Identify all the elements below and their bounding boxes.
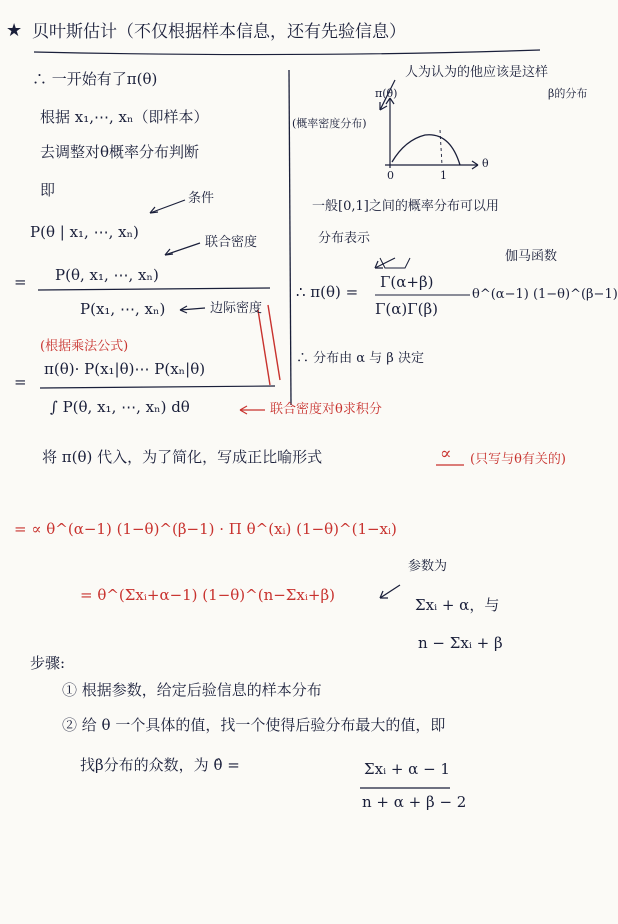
steps-label: 步骤: — [30, 654, 66, 672]
beta-pdf-lhs: ∴ π(θ) = — [296, 283, 359, 301]
joint-density-label: 联合密度 — [205, 235, 258, 250]
step2-equals: = — [14, 373, 27, 391]
general-distribution-note: 一般[0,1]之间的概率分布可以用 — [312, 199, 499, 214]
parameter-determination-note: ∴ 分布由 α 与 β 决定 — [296, 351, 424, 366]
step2-denominator: ∫ P(θ, x₁, ⋯, xₙ) dθ — [50, 398, 190, 416]
mode-numerator: Σxᵢ + α − 1 — [364, 760, 450, 778]
parameters-label: 参数为 — [408, 559, 448, 574]
intro-line-3: 去调整对θ概率分布判断 — [40, 143, 200, 161]
mode-denominator: n + α + β − 2 — [362, 793, 467, 811]
intro-line-1: ∴ 一开始有了π(θ) — [32, 70, 158, 88]
step2-numerator: π(θ)· P(x₁|θ)⋯ P(xₙ|θ) — [44, 360, 206, 378]
beta-pdf-denominator: Γ(α)Γ(β) — [375, 300, 439, 318]
step-2: ② 给 θ 一个具体的值，找一个使得后验分布最大的值，即 — [62, 716, 446, 734]
graph-x-axis-label: θ — [482, 157, 489, 170]
step-1: ① 根据参数，给定后验信息的样本分布 — [62, 681, 322, 699]
graph-tick-0: 0 — [387, 169, 394, 182]
parameter-1: Σxᵢ + α，与 — [415, 596, 500, 614]
proportional-form-text: 将 π(θ) 代入，为了简化，写成正比喻形式 — [42, 448, 323, 466]
step1-equals: = — [14, 273, 27, 291]
intro-line-4: 即 — [40, 181, 56, 199]
marginal-density-label: 边际密度 — [210, 301, 263, 316]
gamma-function-note: 伽马函数 — [505, 249, 558, 264]
step-3: 找β分布的众数，为 θ̂ = — [80, 756, 240, 774]
proportional-note: (只写与θ有关的) — [470, 452, 566, 467]
proportional-symbol: ∝ — [440, 444, 452, 464]
page-title: 贝叶斯估计（不仅根据样本信息，还有先验信息） — [32, 22, 406, 42]
svg-text:★: ★ — [6, 20, 23, 41]
step1-numerator: P(θ, x₁, ⋯, xₙ) — [55, 266, 159, 284]
integral-note: 联合密度对θ求积分 — [270, 402, 382, 417]
condition-note: 条件 — [188, 191, 215, 206]
intro-line-2: 根据 x₁,⋯, xₙ（即样本） — [40, 108, 209, 126]
conditional-expression: P(θ | x₁, ⋯, xₙ) — [30, 223, 139, 241]
multiplication-rule-note: (根据乘法公式) — [40, 339, 129, 354]
beta-distribution-label: β的分布 — [548, 87, 588, 100]
proportional-equation-1: = ∝ θ^(α−1) (1−θ)^(β−1) · Π θ^(xᵢ) (1−θ)^(1−xᵢ) — [14, 520, 397, 538]
beta-pdf-numerator: Γ(α+β) — [380, 273, 434, 291]
graph-y-axis-label: π(θ) — [375, 87, 398, 100]
beta-pdf-tail: θ^(α−1) (1−θ)^(β−1) — [472, 287, 618, 302]
graph-tick-1: 1 — [440, 169, 447, 182]
proportional-equation-2: = θ^(Σxᵢ+α−1) (1−θ)^(n−Σxᵢ+β) — [80, 586, 335, 604]
parameter-2: n − Σxᵢ + β — [418, 634, 503, 652]
step1-denominator: P(x₁, ⋯, xₙ) — [80, 300, 166, 318]
general-distribution-note-2: 分布表示 — [318, 231, 371, 246]
prior-note: 人为认为的他应该是这样 — [405, 65, 549, 80]
density-graph-label: (概率密度分布) — [292, 117, 367, 130]
